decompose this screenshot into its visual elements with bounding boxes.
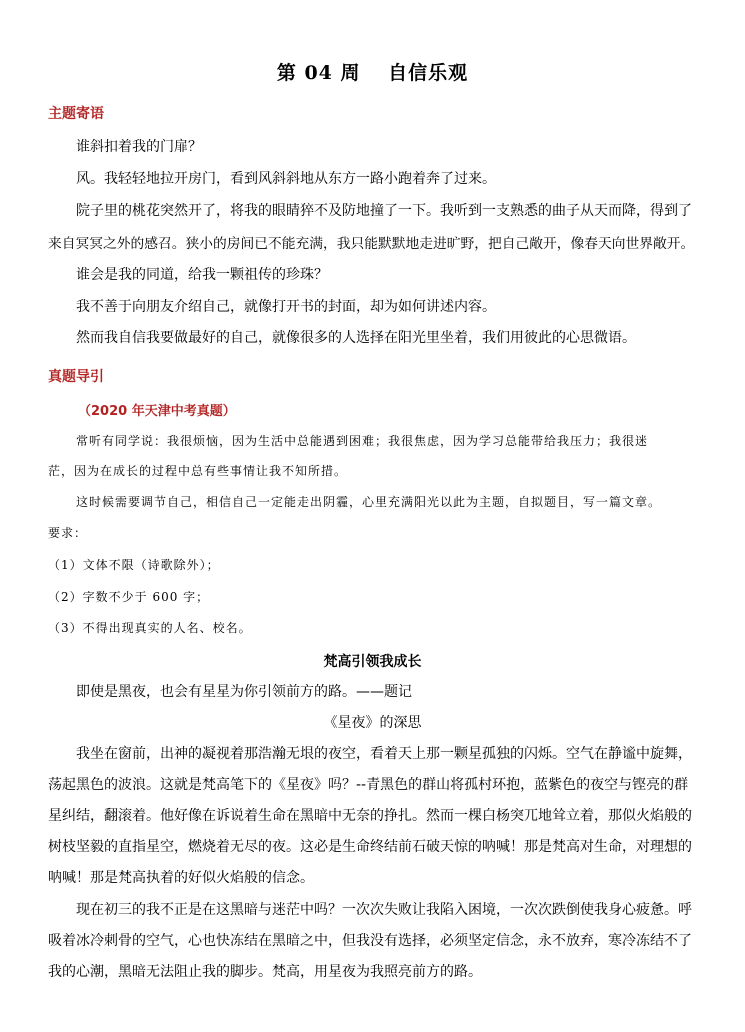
section-heading-theme: 主题寄语 — [48, 106, 104, 122]
essay-subtitle: 《星夜》的深思 — [323, 715, 422, 731]
exam-line-4: 要求： — [48, 526, 88, 540]
essay-title: 梵高引领我成长 — [323, 654, 422, 670]
theme-line-7: 然而我自信我要做最好的自己，就像很多的人选择在阳光里坐着，我们用彼此的心思微语。 — [76, 330, 636, 346]
essay-line-1: 我坐在窗前，出神的凝视着那浩瀚无垠的夜空，看着天上那一颗星孤独的闪烁。空气在静谧中旋舞， — [76, 746, 692, 762]
theme-line-5: 谁会是我的同道，给我一颗祖传的珍珠？ — [76, 267, 328, 283]
essay-line-3: 星纠结，翻滚着。他好像在诉说着生命在黑暗中无奈的挣扎。然而一棵白杨突兀地耸立着，那似火焰般的 — [48, 808, 692, 824]
exam-line-5: （1）文体不限（诗歌除外）； — [48, 558, 220, 572]
page-title: 第 04 周 自信乐观 — [276, 62, 469, 84]
exam-source: （2020 年天津中考真题） — [78, 404, 236, 419]
essay-line-2: 荡起黑色的波浪。这就是梵高笔下的《星夜》吗？--青黑色的群山将孤村环抱，蓝紫色的夜空与铿亮的群 — [48, 777, 689, 793]
essay-epigraph: 即使是黑夜，也会有星星为你引领前方的路。——题记 — [76, 684, 412, 700]
exam-line-1: 常听有同学说：我很烦恼，因为生活中总能遇到困难；我很焦虑，因为学习总能带给我压力；我很迷 — [76, 434, 649, 448]
theme-line-4: 来自冥冥之外的感召。狭小的房间已不能充满，我只能默默地走进旷野，把自己敞开，像春天向世界敞开。 — [48, 236, 695, 252]
essay-line-8: 我的心潮，黑暗无法阻止我的脚步。梵高，用星夜为我照亮前方的路。 — [48, 964, 482, 980]
exam-line-2: 茫，因为在成长的过程中总有些事情让我不知所措。 — [48, 464, 348, 478]
essay-line-4: 树枝坚毅的直指星空，燃烧着无尽的夜。这必是生命终结前石破天惊的呐喊！那是梵高对生命，对理想的 — [48, 839, 692, 855]
theme-line-1: 谁斜扣着我的门扉？ — [76, 139, 202, 155]
exam-line-6: （2）字数不少于 600 字； — [48, 590, 210, 604]
essay-line-6: 现在初三的我不正是在这黑暗与迷茫中吗？一次次失败让我陷入困境，一次次跌倒使我身心疲惫。呼 — [76, 902, 692, 918]
exam-line-7: （3）不得出现真实的人名、校名。 — [48, 621, 252, 635]
theme-line-2: 风。我轻轻地拉开房门，看到风斜斜地从东方一路小跑着奔了过来。 — [76, 171, 496, 187]
essay-line-7: 吸着冰冷刺骨的空气，心也快冻结在黑暗之中，但我没有选择，必须坚定信念，永不放弃，寒冷冻结不了 — [48, 933, 692, 949]
theme-line-3: 院子里的桃花突然开了，将我的眼睛猝不及防地撞了一下。我听到一支熟悉的曲子从天而降，得到了 — [76, 203, 692, 219]
theme-line-6: 我不善于向朋友介绍自己，就像打开书的封面，却为如何讲述内容。 — [76, 299, 496, 315]
exam-line-3: 这时候需要调节自己，相信自己一定能走出阴霾，心里充满阳光以此为主题，自拟题目，写一篇文章。 — [76, 495, 662, 509]
essay-line-5: 呐喊！那是梵高执着的好似火焰般的信念。 — [48, 870, 314, 886]
section-heading-exam: 真题导引 — [48, 369, 104, 385]
